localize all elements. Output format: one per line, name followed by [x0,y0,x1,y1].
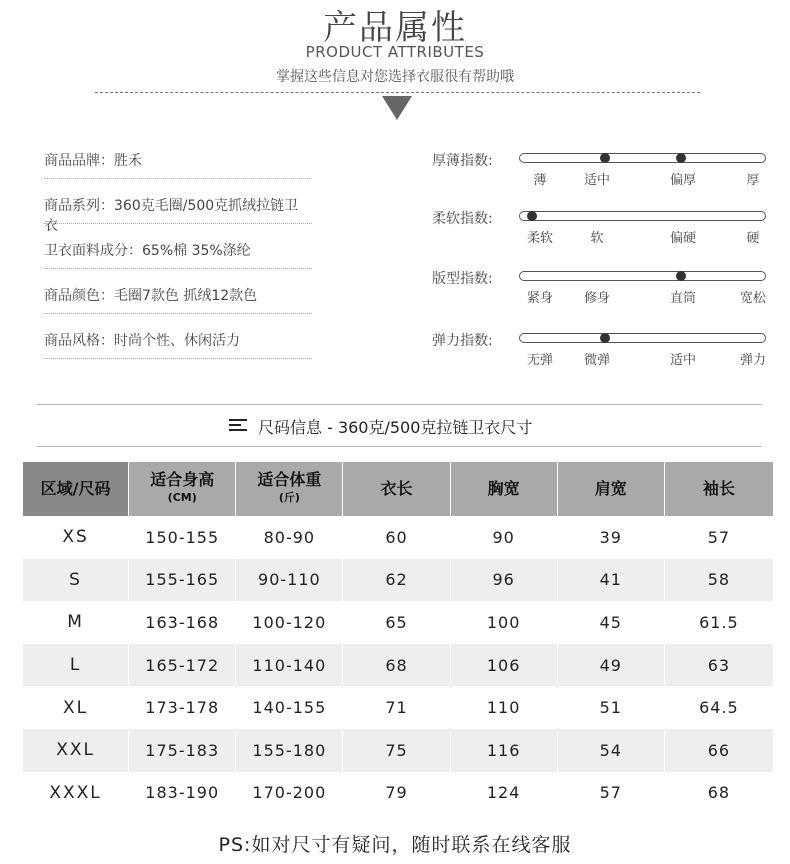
attribute-text: 商品系列：360克毛圈/500克抓绒拉链卫衣 [44,198,299,234]
table-cell: 49 [558,644,664,687]
scale-tick-label: 适中 [583,173,610,188]
section-divider [36,404,762,405]
table-cell: 100-120 [236,601,342,644]
header-label: 袖长 [702,479,735,498]
table-row [23,559,773,602]
scale-track [519,153,766,163]
size-table [22,462,774,814]
size-table-header-cell [23,462,128,516]
table-cell: 106 [451,644,557,687]
header-label: 区域/尺码 [40,479,111,498]
size-label-cell: XXXL [23,772,128,815]
size-table-header-cell [343,462,449,516]
table-cell: 155-165 [129,559,235,602]
scale-tick-label: 硬 [746,231,760,246]
scale-tick-label: 弹力 [739,353,766,368]
scale-tick-label: 无弹 [526,353,553,368]
attribute-text: 商品颜色：毛圈7款色 抓绒12款色 [44,288,258,304]
table-cell: 68 [665,772,773,815]
list-icon [229,418,247,434]
table-cell: 80-90 [236,516,342,559]
table-cell: 100 [451,601,557,644]
table-cell: 71 [343,686,449,729]
header-label: 衣长 [380,479,413,498]
table-cell: 110 [451,686,557,729]
scale-tick-label: 柔软 [526,231,553,246]
scale-label: 弹力指数: [432,333,493,349]
table-cell: 170-200 [236,772,342,815]
table-cell: 75 [343,729,449,772]
size-table-header [23,462,773,516]
scale-track [519,211,766,221]
table-cell: 66 [665,729,773,772]
header-unit: (CM) [167,491,197,504]
table-row [23,686,773,729]
page-tagline: 掌握这些信息对您选择衣服很有帮助哦 [276,69,514,85]
header-label: 肩宽 [594,479,627,498]
scale-indicator-dot [676,153,686,163]
size-table-header-cell [129,462,235,516]
table-cell: 39 [558,516,664,559]
attribute-style [44,330,312,359]
header-label: 胸宽 [487,479,520,498]
table-cell: 155-180 [236,729,342,772]
size-table-header-cell [236,462,342,516]
header-label: 适合身高 [150,470,215,489]
scale-track [519,333,766,343]
scale-label: 厚薄指数: [432,153,493,169]
table-row [23,644,773,687]
table-cell: 63 [665,644,773,687]
scale-tick-label: 软 [590,231,604,246]
table-row [23,601,773,644]
page-title: 产品属性 [323,8,467,48]
table-cell: 124 [451,772,557,815]
table-cell: 110-140 [236,644,342,687]
attribute-series [44,195,312,234]
header-label: 适合体重 [257,470,322,489]
scale-tick-label: 偏厚 [669,173,696,188]
table-cell: 57 [665,516,773,559]
scale-tick-label: 薄 [533,173,547,188]
size-label-cell: L [23,644,128,687]
attribute-brand [44,150,312,179]
scale-tick-label: 紧身 [526,291,553,306]
table-cell: 51 [558,686,664,729]
size-label-cell: XL [23,686,128,729]
scale-track [519,271,766,281]
table-cell: 60 [343,516,449,559]
size-label-cell: M [23,601,128,644]
size-label-cell: XXL [23,729,128,772]
down-triangle-icon [382,96,412,120]
size-table-header-cell [558,462,664,516]
size-table-body [23,516,773,814]
scale-label: 版型指数: [432,271,493,287]
scale-tick-label: 修身 [583,291,610,306]
attribute-text: 商品品牌：胜禾 [44,153,142,169]
footnote: PS:如对尺寸有疑问，随时联系在线客服 [218,834,572,856]
size-label-cell: S [23,559,128,602]
scale-indicator-dot [600,153,610,163]
scale-indicator-dot [527,211,537,221]
size-section-heading: 尺码信息 - 360克/500克拉链卫衣尺寸 [258,418,533,437]
table-cell: 163-168 [129,601,235,644]
table-row [23,729,773,772]
scale-tick-label: 直筒 [669,291,696,306]
scale-tick-label: 宽松 [739,291,766,306]
attribute-text: 商品风格：时尚个性、休闲活力 [44,333,240,349]
attribute-text: 卫衣面料成分：65%棉 35%涤纶 [44,243,251,259]
table-cell: 45 [558,601,664,644]
table-cell: 62 [343,559,449,602]
table-cell: 54 [558,729,664,772]
scale-tick-label: 厚 [746,173,760,188]
table-cell: 64.5 [665,686,773,729]
table-cell: 41 [558,559,664,602]
table-cell: 65 [343,601,449,644]
header-unit: (斤) [278,491,300,504]
scale-indicator-dot [600,333,610,343]
size-label-cell: XS [23,516,128,559]
size-table-header-cell [451,462,557,516]
table-cell: 140-155 [236,686,342,729]
table-cell: 79 [343,772,449,815]
table-cell: 57 [558,772,664,815]
table-cell: 183-190 [129,772,235,815]
page-subtitle: PRODUCT ATTRIBUTES [305,43,485,61]
table-cell: 116 [451,729,557,772]
scale-indicator-dot [676,271,686,281]
table-cell: 165-172 [129,644,235,687]
table-cell: 68 [343,644,449,687]
size-table-header-cell [665,462,773,516]
table-row [23,772,773,815]
scale-tick-label: 偏硬 [669,231,696,246]
dashed-divider [95,92,700,93]
scale-tick-label: 微弹 [583,353,610,368]
table-row [23,516,773,559]
table-cell: 61.5 [665,601,773,644]
attribute-colors [44,285,312,314]
table-cell: 173-178 [129,686,235,729]
table-cell: 90-110 [236,559,342,602]
table-cell: 150-155 [129,516,235,559]
table-cell: 175-183 [129,729,235,772]
table-cell: 96 [451,559,557,602]
table-cell: 90 [451,516,557,559]
scale-label: 柔软指数: [432,211,493,227]
table-cell: 58 [665,559,773,602]
scale-tick-label: 适中 [669,353,696,368]
section-divider [36,446,762,447]
attribute-fabric [44,240,312,269]
